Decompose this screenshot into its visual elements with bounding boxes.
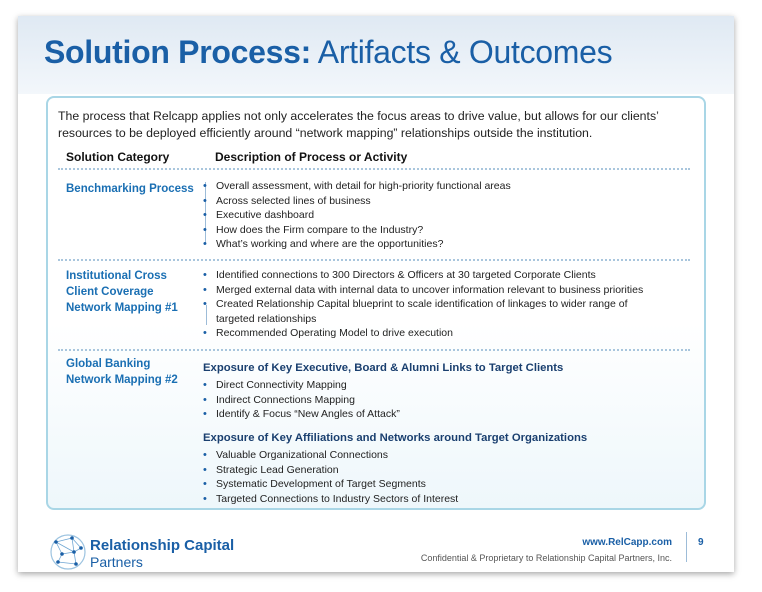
list-item: • Identify & Focus “New Angles of Attack” — [203, 407, 400, 422]
intro-text: The process that Relcapp applies not only accelerates the focus areas to drive value, but allows for our clients’ resources to be deployed efficiently around “network mapping” relationships outside the institution. — [58, 109, 659, 140]
list-item: • Executive dashboard — [203, 208, 511, 223]
network-mapping-2-list-b — [203, 448, 458, 506]
col-header-description: Description of Process or Activity — [215, 150, 408, 164]
list-item: • Across selected lines of business — [203, 194, 511, 209]
page-number: 9 — [698, 537, 704, 548]
confidential-notice: Confidential & Proprietary to Relationship Capital Partners, Inc. — [420, 553, 672, 563]
divider — [58, 259, 690, 261]
logo-subtext: Partners — [90, 554, 143, 570]
divider — [58, 349, 690, 351]
list-item: • How does the Firm compare to the Industry? — [203, 223, 511, 238]
category-line: Client Coverage — [66, 286, 154, 298]
category-line: Global Banking — [66, 358, 151, 370]
website-link[interactable]: www.RelCapp.com — [582, 537, 672, 548]
list-item: • Direct Connectivity Mapping — [203, 378, 400, 393]
category-benchmarking — [66, 181, 194, 197]
subsection-heading: Exposure of Key Affiliations and Networks around Target Organizations — [203, 432, 588, 444]
col-header-category: Solution Category — [66, 150, 170, 164]
category-line: Institutional Cross — [66, 270, 167, 282]
list-item: • What’s working and where are the opportunities? — [203, 237, 511, 252]
network-mapping-1-list — [203, 268, 643, 341]
subsection-heading: Exposure of Key Executive, Board & Alumni Links to Target Clients — [203, 362, 564, 374]
content-box — [46, 96, 706, 510]
category-network-mapping-2 — [66, 356, 178, 388]
footer-divider — [686, 532, 687, 562]
slide — [18, 16, 734, 572]
list-item: • Created Relationship Capital blueprint to scale identification of linkages to wider range of — [203, 297, 643, 312]
list-item: • Recommended Operating Model to drive execution — [203, 326, 643, 341]
list-item: • Strategic Lead Generation — [203, 463, 458, 478]
network-globe-logo-icon — [48, 532, 88, 572]
category-line: Network Mapping #2 — [66, 374, 178, 386]
logo-text: Relationship Capital — [90, 537, 235, 554]
category-network-mapping-1 — [66, 268, 178, 316]
divider — [58, 168, 690, 170]
list-item: • Valuable Organizational Connections — [203, 448, 458, 463]
list-item: • Overall assessment, with detail for high-priority functional areas — [203, 179, 511, 194]
category-line: Benchmarking Process — [66, 183, 194, 195]
list-item: • Systematic Development of Target Segments — [203, 477, 458, 492]
network-mapping-2-list-a — [203, 378, 400, 422]
title-bold: Solution Process: — [44, 34, 311, 70]
benchmarking-list — [203, 179, 511, 252]
list-item: • Targeted Connections to Industry Sectors of Interest — [203, 492, 458, 507]
list-item-continuation: targeted relationships — [216, 312, 317, 325]
list-item: • Identified connections to 300 Directors & Officers at 30 targeted Corporate Clients — [203, 268, 643, 283]
title-rest: Artifacts & Outcomes — [317, 34, 613, 70]
slide-title — [44, 34, 612, 71]
category-line: Network Mapping #1 — [66, 302, 178, 314]
list-item: • Indirect Connections Mapping — [203, 393, 400, 408]
list-item: • Merged external data with internal data to uncover information relevant to business priorities — [203, 283, 643, 298]
